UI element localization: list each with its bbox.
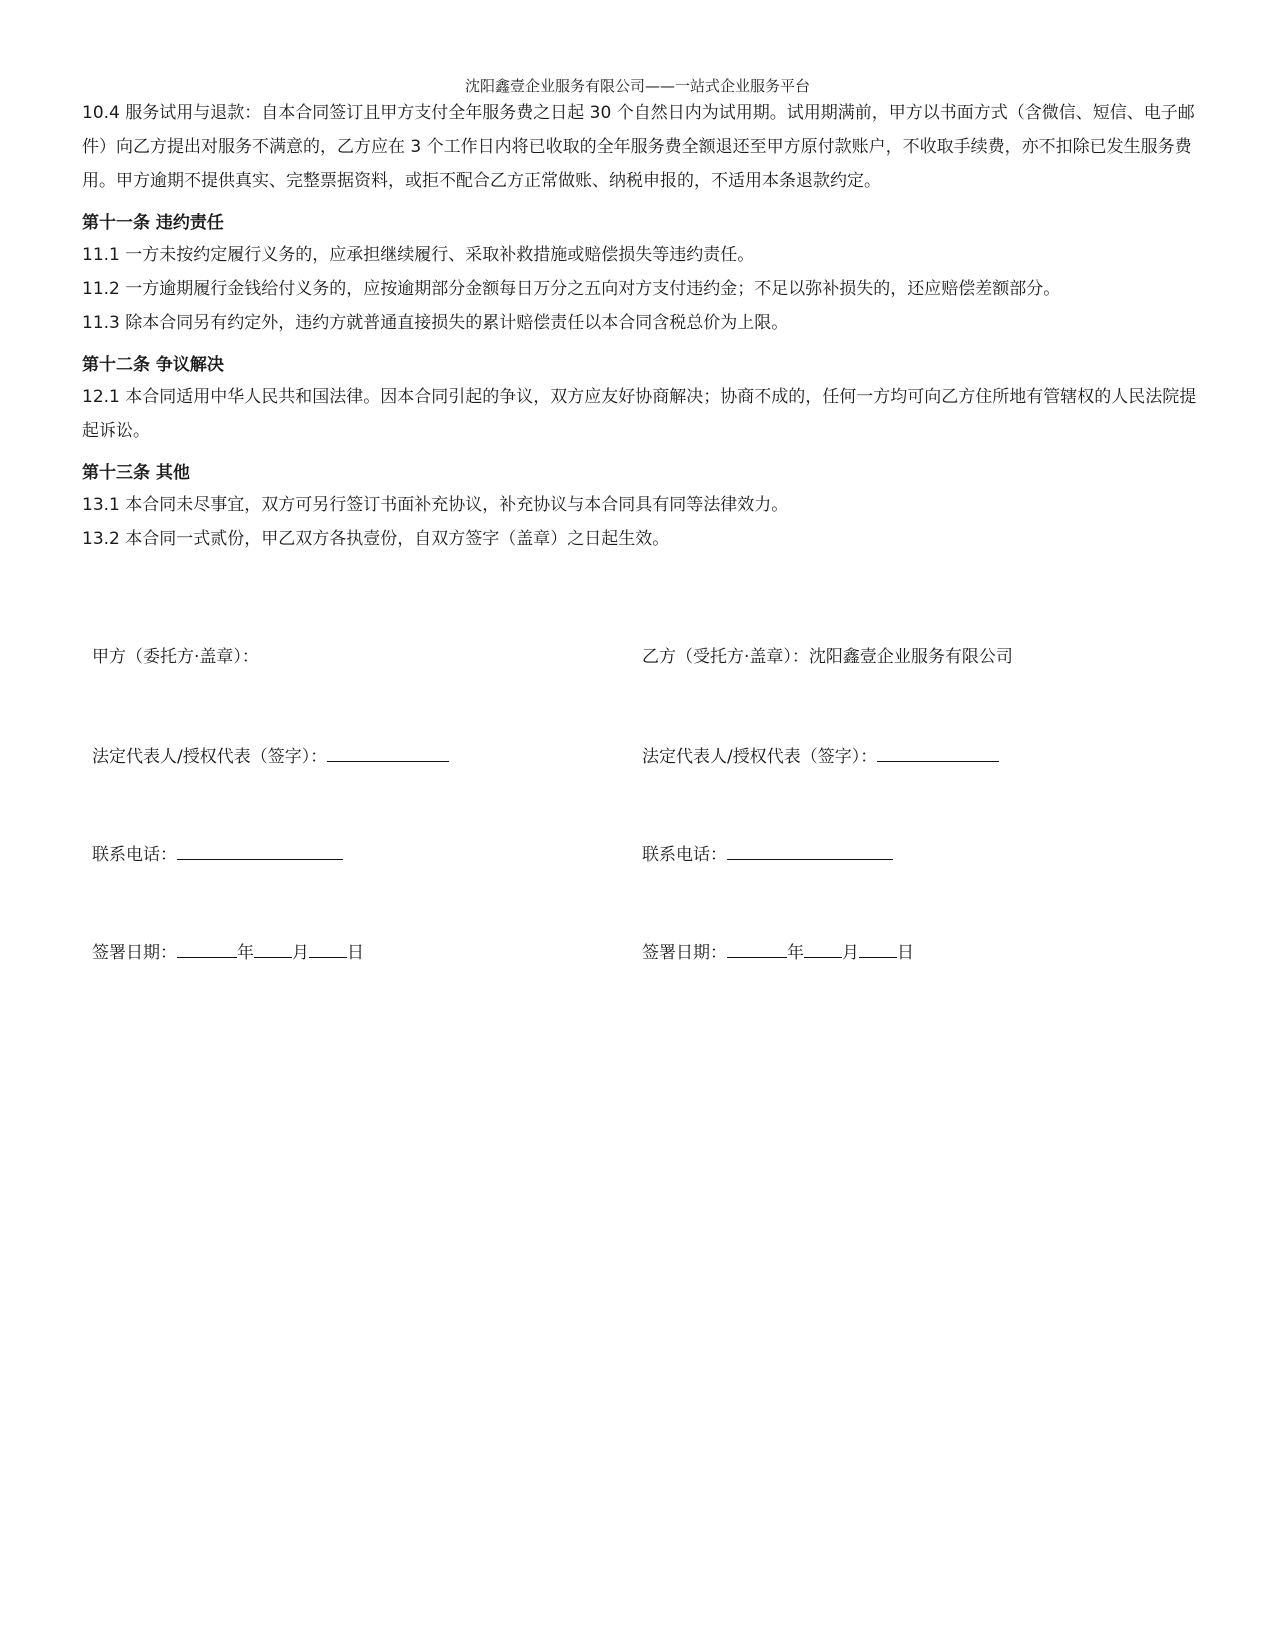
party-b-tel-line[interactable] [727,841,893,860]
party-a-label: 甲方（委托方·盖章）： [92,647,259,667]
party-a-year-line[interactable] [177,939,237,958]
party-b-month-line[interactable] [804,939,842,958]
section-11-title: 第十一条 违约责任 [82,213,224,233]
party-b-day-line[interactable] [859,939,897,958]
party-b-day-unit: 日 [897,943,914,963]
party-a-tel-line[interactable] [177,841,343,860]
party-b-year-unit: 年 [787,943,804,963]
party-a-day-unit: 日 [347,943,364,963]
representative-row [92,743,1192,841]
phone-row [92,841,1192,939]
party-a-rep-label: 法定代表人/授权代表（签字）： [92,747,328,767]
page-header: 沈阳鑫壹企业服务有限公司——一站式企业服务平台 [464,77,810,95]
party-b-date-label: 签署日期： [642,943,727,963]
party-row [92,645,1192,743]
clause-13-2: 13.2 本合同一式贰份，甲乙双方各执壹份，自双方签字（盖章）之日起生效。 [82,529,670,549]
party-b-month-unit: 月 [842,943,859,963]
party-b-tel-label: 联系电话： [642,845,727,865]
section-12-title: 第十二条 争议解决 [82,355,224,375]
party-a-date-label: 签署日期： [92,943,177,963]
party-b-rep-signature-line[interactable] [877,743,999,762]
contract-body [82,96,1197,556]
clause-11-1: 11.1 一方未按约定履行义务的，应承担继续履行、采取补救措施或赔偿损失等违约责任。 [82,245,755,265]
party-a-year-unit: 年 [237,943,254,963]
clause-11-3: 11.3 除本合同另有约定外，违约方就普通直接损失的累计赔偿责任以本合同含税总价为上限。 [82,313,789,333]
party-a-day-line[interactable] [309,939,347,958]
clause-11-2: 11.2 一方逾期履行金钱给付义务的，应按逾期部分金额每日万分之五向对方支付违约金；不足以弥补损失的，还应赔偿差额部分。 [82,279,1061,299]
party-a-month-line[interactable] [254,939,292,958]
party-a-month-unit: 月 [292,943,309,963]
clause-13-1: 13.1 本合同未尽事宜，双方可另行签订书面补充协议，补充协议与本合同具有同等法律效力。 [82,495,789,515]
party-b-representative [642,743,1192,769]
section-13-title: 第十三条 其他 [82,463,190,483]
date-row [92,939,1192,1037]
party-a-representative [92,743,642,769]
party-b-date [642,939,1192,965]
party-a-tel-label: 联系电话： [92,845,177,865]
party-b-label: 乙方（受托方·盖章）：沈阳鑫壹企业服务有限公司 [642,647,1013,667]
party-a-phone [92,841,642,867]
party-a-rep-signature-line[interactable] [327,743,449,762]
party-b-year-line[interactable] [727,939,787,958]
party-b-rep-label: 法定代表人/授权代表（签字）： [642,747,878,767]
party-b-phone [642,841,1192,867]
clause-12-1: 12.1 本合同适用中华人民共和国法律。因本合同引起的争议，双方应友好协商解决；协商不成的，任何一方均可向乙方住所地有管辖权的人民法院提起诉讼。 [82,387,1197,441]
signature-block [92,645,1192,1037]
party-a-date [92,939,642,965]
clause-10-4: 10.4 服务试用与退款：自本合同签订且甲方支付全年服务费之日起 30 个自然日内为试用期。试用期满前，甲方以书面方式（含微信、短信、电子邮件）向乙方提出对服务不满意的，乙方应在 3 个工作日内将已收取的全年服务费全额退还至甲方原付款账户，不收取手续费，亦不扣除已发生服务费用。甲方逾期不提供真实、完整票据资料，或拒不配合乙方正常做账、纳税申报的，不适用本条退款约定。 [82,103,1195,191]
